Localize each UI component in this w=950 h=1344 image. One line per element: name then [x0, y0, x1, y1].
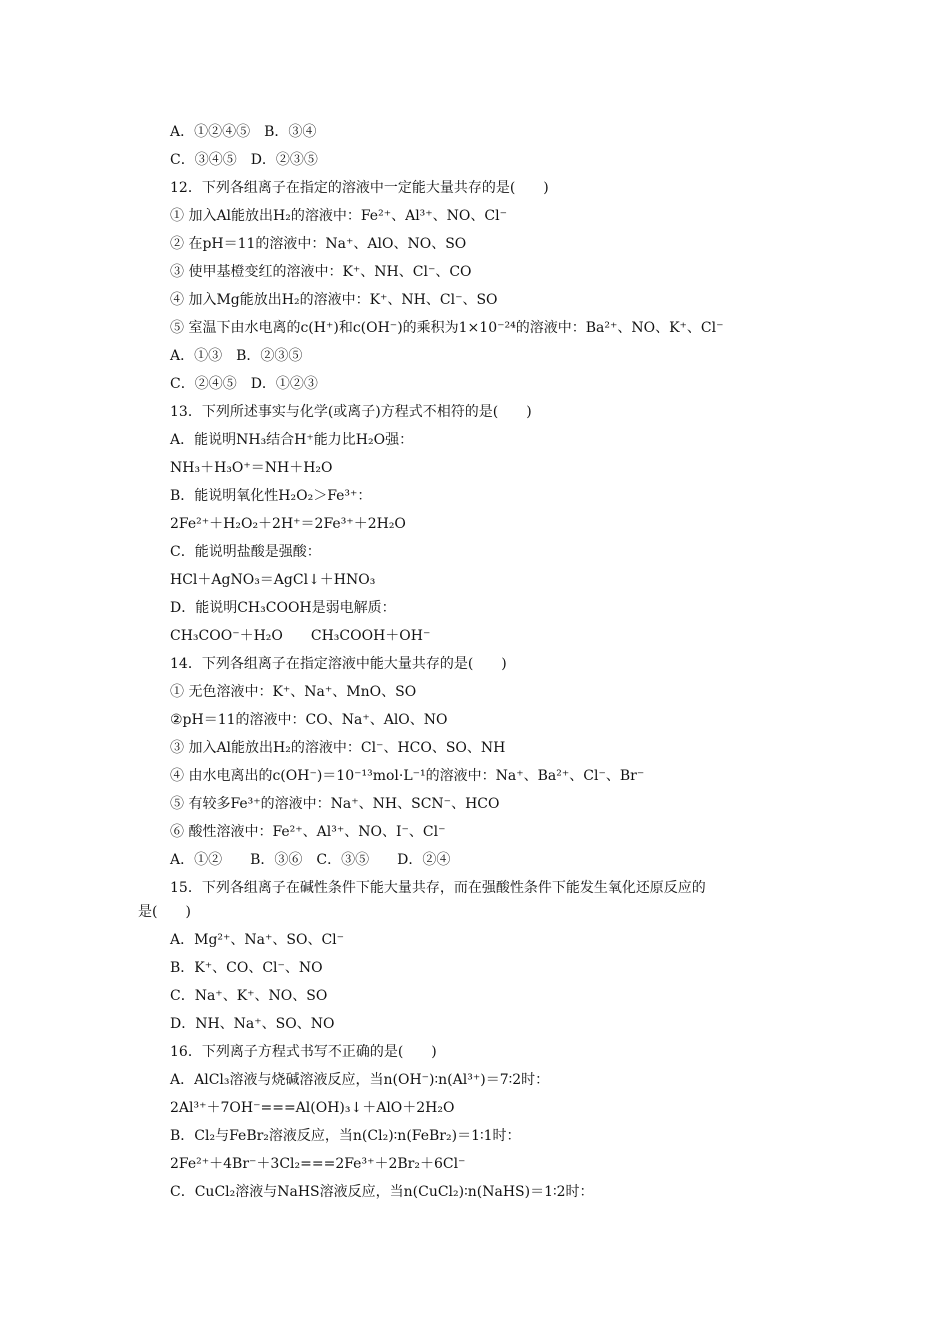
- question-12-item-3: ③ 使甲基橙变红的溶液中：K⁺、NH、Cl⁻、CO: [170, 264, 472, 280]
- question-13-equation-d: CH₃COO⁻＋H₂O CH₃COOH＋OH⁻: [170, 628, 431, 644]
- question-12-item-1: ① 加入Al能放出H₂的溶液中：Fe²⁺、Al³⁺、NO、Cl⁻: [170, 208, 507, 224]
- question-12-item-4: ④ 加入Mg能放出H₂的溶液中：K⁺、NH、Cl⁻、SO: [170, 292, 498, 308]
- question-16-equation-b: 2Fe²⁺＋4Br⁻＋3Cl₂===2Fe³⁺＋2Br₂＋6Cl⁻: [170, 1156, 466, 1172]
- question-14-item-1: ① 无色溶液中：K⁺、Na⁺、MnO、SO: [170, 684, 417, 700]
- question-12-item-2: ② 在pH＝11的溶液中：Na⁺、AlO、NO、SO: [170, 236, 467, 252]
- question-16-option-a: A．AlCl₃溶液与烧碱溶液反应，当n(OH⁻)∶n(Al³⁺)＝7∶2时：: [170, 1072, 550, 1088]
- question-12-options-ab: A．①③ B．②③⑤: [170, 348, 303, 364]
- question-13-stem: 13．下列所述事实与化学(或离子)方程式不相符的是( ): [170, 404, 532, 420]
- question-15-option-a: A．Mg²⁺、Na⁺、SO、Cl⁻: [170, 932, 345, 948]
- question-13-option-d: D．能说明CH₃COOH是弱电解质：: [170, 600, 396, 616]
- question-12-options-cd: C．②④⑤ D．①②③: [170, 376, 318, 392]
- question-14-options: A．①② B．③⑥ C．③⑤ D．②④: [170, 852, 451, 868]
- question-13-equation-c: HCl＋AgNO₃＝AgCl↓＋HNO₃: [170, 572, 376, 588]
- question-15-option-d: D．NH、Na⁺、SO、NO: [170, 1016, 335, 1032]
- question-13-equation-b: 2Fe²⁺＋H₂O₂＋2H⁺＝2Fe³⁺＋2H₂O: [170, 516, 406, 532]
- answer-options-11-cd: C．③④⑤ D．②③⑤: [170, 152, 318, 168]
- question-12-stem: 12．下列各组离子在指定的溶液中一定能大量共存的是( ): [170, 180, 549, 196]
- question-13-option-a: A．能说明NH₃结合H⁺能力比H₂O强：: [170, 432, 414, 448]
- question-14-stem: 14．下列各组离子在指定溶液中能大量共存的是( ): [170, 656, 507, 672]
- question-16-equation-a: 2Al³⁺＋7OH⁻===Al(OH)₃↓＋AlO＋2H₂O: [170, 1100, 455, 1116]
- question-14-item-3: ③ 加入Al能放出H₂的溶液中：Cl⁻、HCO、SO、NH: [170, 740, 506, 756]
- question-16-option-b: B．Cl₂与FeBr₂溶液反应，当n(Cl₂)∶n(FeBr₂)＝1∶1时：: [170, 1128, 521, 1144]
- question-14-item-2: ②pH＝11的溶液中：CO、Na⁺、AlO、NO: [170, 712, 448, 728]
- question-15-stem-continued: 是( ): [138, 904, 191, 920]
- question-13-equation-a: NH₃＋H₃O⁺＝NH＋H₂O: [170, 460, 333, 476]
- question-13-option-b: B．能说明氧化性H₂O₂＞Fe³⁺：: [170, 488, 372, 504]
- question-16-stem: 16．下列离子方程式书写不正确的是( ): [170, 1044, 437, 1060]
- question-15-option-c: C．Na⁺、K⁺、NO、SO: [170, 988, 328, 1004]
- question-16-option-c: C．CuCl₂溶液与NaHS溶液反应，当n(CuCl₂)∶n(NaHS)＝1∶2时：: [170, 1184, 594, 1200]
- question-13-option-c: C．能说明盐酸是强酸：: [170, 544, 321, 560]
- question-15-stem: 15．下列各组离子在碱性条件下能大量共存，而在强酸性条件下能发生氧化还原反应的: [170, 880, 706, 896]
- question-15-option-b: B．K⁺、CO、Cl⁻、NO: [170, 960, 323, 976]
- question-12-item-5: ⑤ 室温下由水电离的c(H⁺)和c(OH⁻)的乘积为1×10⁻²⁴的溶液中：Ba²⁺、NO、K⁺、Cl⁻: [170, 320, 724, 336]
- question-14-item-4: ④ 由水电离出的c(OH⁻)＝10⁻¹³mol·L⁻¹的溶液中：Na⁺、Ba²⁺、Cl⁻、Br⁻: [170, 768, 645, 784]
- question-14-item-6: ⑥ 酸性溶液中：Fe²⁺、Al³⁺、NO、I⁻、Cl⁻: [170, 824, 446, 840]
- question-14-item-5: ⑤ 有较多Fe³⁺的溶液中：Na⁺、NH、SCN⁻、HCO: [170, 796, 500, 812]
- answer-options-11-ab: A．①②④⑤ B．③④: [170, 124, 317, 140]
